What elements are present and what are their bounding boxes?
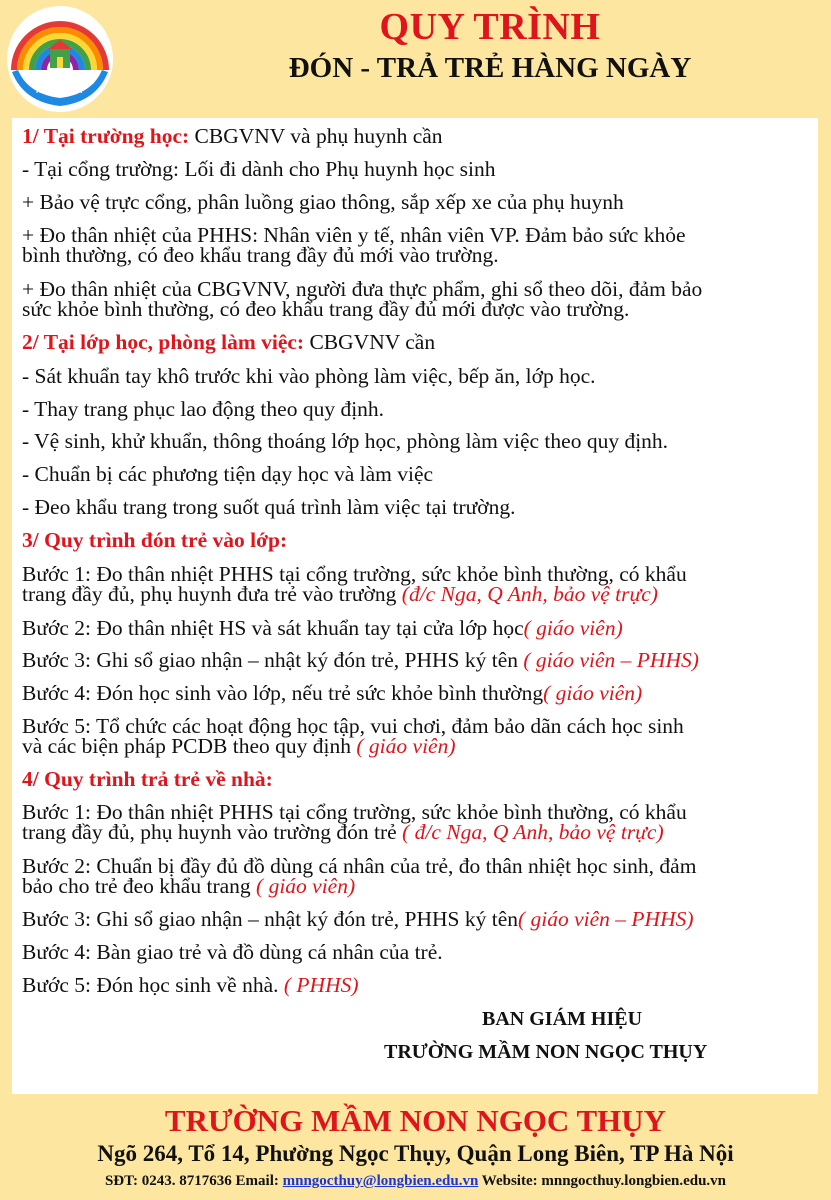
footer-address: Ngõ 264, Tổ 14, Phường Ngọc Thụy, Quận Long Biên, TP Hà Nội bbox=[97, 1141, 734, 1166]
s3-step-5-responsible: ( giáo viên) bbox=[356, 734, 456, 758]
s4-step-1a: Bước 1: Đo thân nhiệt PHHS tại cổng trường, sức khỏe bình thường, có khẩu bbox=[22, 800, 687, 824]
s3-step-3-text: Bước 3: Ghi sổ giao nhận – nhật ký đón trẻ, PHHS ký tên bbox=[22, 648, 524, 672]
footer-contact bbox=[0, 1172, 831, 1190]
logo-text-1: TRƯỜNG MẦM NON bbox=[26, 79, 94, 86]
footer-school-name: TRƯỜNG MẦM NON NGỌC THỤY bbox=[164, 1103, 667, 1138]
section-1-line bbox=[22, 126, 812, 146]
s4-step-2-responsible: ( giáo viên) bbox=[256, 874, 356, 898]
s2-line-5: - Đeo khẩu trang trong suốt quá trình làm việc tại trường. bbox=[22, 495, 516, 519]
s4-step-1b-text: trang đầy đủ, phụ huynh vào trường đón trẻ bbox=[22, 820, 403, 844]
s1-line-1: - Tại cổng trường: Lối đi dành cho Phụ huynh học sinh bbox=[22, 157, 496, 181]
s4-step-3 bbox=[22, 909, 812, 929]
section-2-heading: 2/ Tại lớp học, phòng làm việc: bbox=[22, 330, 305, 354]
section-3-heading: 3/ Quy trình đón trẻ vào lớp: bbox=[22, 528, 288, 552]
s4-step-2a: Bước 2: Chuẩn bị đầy đủ đồ dùng cá nhân của trẻ, đo thân nhiệt học sinh, đảm bbox=[22, 854, 697, 878]
s3-step-5a: Bước 5: Tổ chức các hoạt động học tập, vui chơi, đảm bảo dãn cách học sinh bbox=[22, 714, 684, 738]
s3-step-2-responsible: ( giáo viên) bbox=[523, 616, 623, 640]
section-2-line bbox=[22, 332, 812, 352]
s1-line-4a: + Đo thân nhiệt của CBGVNV, người đưa thực phẩm, ghi sổ theo dõi, đảm bảo bbox=[22, 277, 703, 301]
s4-step-2b bbox=[22, 876, 812, 896]
section-1-heading: 1/ Tại trường học: bbox=[22, 124, 190, 148]
school-logo bbox=[4, 4, 116, 114]
s4-step-2b-text: bảo cho trẻ đeo khẩu trang bbox=[22, 874, 257, 898]
section-4-heading: 4/ Quy trình trả trẻ về nhà: bbox=[22, 767, 273, 791]
signature-board: BAN GIÁM HIỆU bbox=[482, 1008, 643, 1030]
s1-line-3b: bình thường, có đeo khẩu trang đầy đủ mới vào trường. bbox=[22, 243, 499, 267]
footer-email-label: Email: bbox=[231, 1173, 283, 1189]
s3-step-5b bbox=[22, 736, 812, 756]
s4-step-4: Bước 4: Bàn giao trẻ và đồ dùng cá nhân của trẻ. bbox=[22, 940, 443, 964]
s1-line-3a: + Đo thân nhiệt của PHHS: Nhân viên y tế, nhân viên VP. Đảm bảo sức khỏe bbox=[22, 223, 686, 247]
s3-step-2 bbox=[22, 618, 812, 638]
s3-step-1a: Bước 1: Đo thân nhiệt PHHS tại cổng trường, sức khỏe bình thường, có khẩu bbox=[22, 562, 687, 586]
section-1-intro: CBGVNV và phụ huynh cần bbox=[189, 124, 443, 148]
s3-step-4 bbox=[22, 683, 812, 703]
s3-step-3 bbox=[22, 650, 812, 670]
s4-step-1b bbox=[22, 822, 812, 842]
signature-school: TRƯỜNG MẦM NON NGỌC THỤY bbox=[384, 1041, 708, 1063]
s2-line-1: - Sát khuẩn tay khô trước khi vào phòng làm việc, bếp ăn, lớp học. bbox=[22, 364, 596, 388]
s4-step-1-responsible: ( đ/c Nga, Q Anh, bảo vệ trực) bbox=[402, 820, 664, 844]
s3-step-1b bbox=[22, 584, 812, 604]
s3-step-4-text: Bước 4: Đón học sinh vào lớp, nếu trẻ sức khỏe bình thường bbox=[22, 681, 544, 705]
header bbox=[0, 0, 831, 118]
s4-step-5-text: Bước 5: Đón học sinh về nhà. bbox=[22, 973, 284, 997]
s2-line-2: - Thay trang phục lao động theo quy định. bbox=[22, 397, 385, 421]
section-2-intro: CBGVNV cần bbox=[304, 330, 436, 354]
s3-step-1-responsible: (đ/c Nga, Q Anh, bảo vệ trực) bbox=[401, 582, 658, 606]
logo-text-2: NGỌC THỤY bbox=[36, 86, 84, 95]
s3-step-3-responsible: ( giáo viên – PHHS) bbox=[523, 648, 699, 672]
s4-step-5-responsible: ( PHHS) bbox=[283, 973, 359, 997]
s2-line-3: - Vệ sinh, khử khuẩn, thông thoáng lớp học, phòng làm việc theo quy định. bbox=[22, 429, 669, 453]
page-subtitle: ĐÓN - TRẢ TRẺ HÀNG NGÀY bbox=[288, 52, 692, 84]
s4-step-3-responsible: ( giáo viên – PHHS) bbox=[517, 907, 694, 931]
footer-website: Website: mnngocthuy.longbien.edu.vn bbox=[478, 1173, 727, 1189]
s3-step-1b-text: trang đầy đủ, phụ huynh đưa trẻ vào trường bbox=[22, 582, 402, 606]
s3-step-5b-text: và các biện pháp PCDB theo quy định bbox=[22, 734, 357, 758]
s3-step-2-text: Bước 2: Đo thân nhiệt HS và sát khuẩn tay tại cửa lớp học bbox=[22, 616, 524, 640]
s2-line-4: - Chuẩn bị các phương tiện dạy học và làm việc bbox=[22, 462, 434, 486]
s1-line-4b: sức khỏe bình thường, có đeo khẩu trang đầy đủ mới được vào trường. bbox=[22, 297, 630, 321]
s4-step-3-text: Bước 3: Ghi sổ giao nhận – nhật ký đón trẻ, PHHS ký tên bbox=[22, 907, 518, 931]
s3-step-4-responsible: ( giáo viên) bbox=[543, 681, 643, 705]
footer-phone: SĐT: 0243. 8717636 bbox=[104, 1173, 232, 1189]
s4-step-5 bbox=[22, 975, 812, 995]
s1-line-2: + Bảo vệ trực cổng, phân luồng giao thông, sắp xếp xe của phụ huynh bbox=[22, 190, 624, 214]
footer-email-link[interactable]: mnngocthuy@longbien.edu.vn bbox=[282, 1173, 479, 1189]
page-title: QUY TRÌNH bbox=[379, 6, 601, 48]
content-panel bbox=[12, 118, 818, 1094]
